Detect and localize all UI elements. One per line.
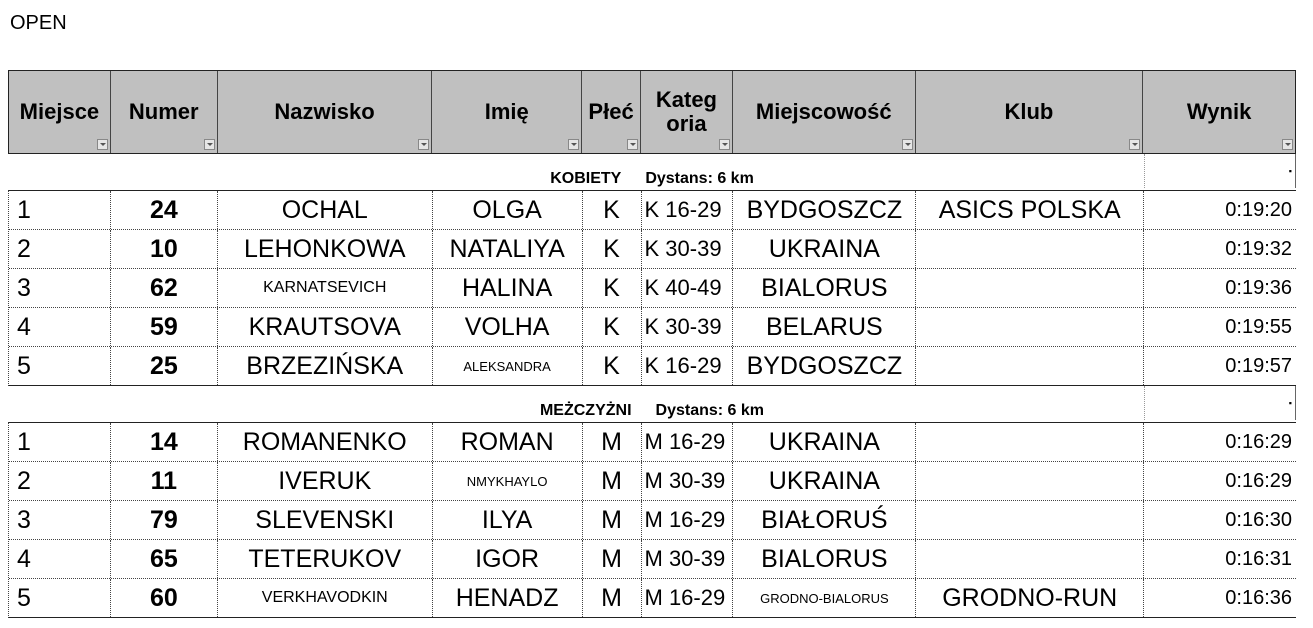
cell-imie[interactable]: HENADZ [433, 579, 583, 617]
cell-imie[interactable]: OLGA [433, 191, 583, 229]
cell-klub[interactable] [916, 462, 1144, 500]
filter-dropdown-icon[interactable] [719, 139, 730, 150]
cell-nazwisko[interactable]: OCHAL [218, 191, 433, 229]
cell-imie[interactable]: ROMAN [433, 423, 583, 461]
section-distance: Dystans: 6 km [645, 170, 754, 187]
table-row [9, 308, 1296, 347]
cell-numer[interactable]: 60 [111, 579, 218, 617]
cell-plec[interactable]: M [583, 540, 642, 578]
filter-dropdown-icon[interactable] [568, 139, 579, 150]
cell-plec[interactable]: M [583, 579, 642, 617]
cell-imie[interactable]: ILYA [433, 501, 583, 539]
cell-wynik[interactable]: 0:16:29 [1225, 430, 1293, 453]
cell-nazwisko[interactable]: TETERUKOV [218, 540, 433, 578]
cell-numer[interactable]: 62 [111, 269, 218, 307]
cell-imie[interactable]: ALEKSANDRA [433, 347, 583, 385]
cell-wynik[interactable]: 0:16:36 [1225, 586, 1293, 609]
cell-miejsce[interactable]: 5 [9, 347, 111, 385]
results-table [8, 70, 1296, 618]
cell-miejscowosc[interactable]: BYDGOSZCZ [733, 191, 916, 229]
column-divider [1295, 386, 1296, 420]
table-row [9, 230, 1296, 269]
cell-miejsce[interactable]: 5 [9, 579, 111, 617]
cell-imie[interactable]: NATALIYA [433, 230, 583, 268]
cell-nazwisko[interactable]: BRZEZIŃSKA [218, 347, 433, 385]
cell-miejscowosc[interactable]: GRODNO-BIALORUS [733, 579, 916, 617]
cell-imie[interactable]: IGOR [433, 540, 583, 578]
cell-miejscowosc[interactable]: BIALORUS [733, 269, 916, 307]
cell-kategoria[interactable]: K 16-29 [642, 191, 734, 229]
cell-kategoria[interactable]: M 16-29 [642, 423, 734, 461]
header-nazwisko-label: Nazwisko [274, 99, 375, 124]
cell-miejscowosc[interactable]: BELARUS [733, 308, 916, 346]
cell-plec[interactable]: M [583, 423, 642, 461]
cell-wynik[interactable]: 0:16:30 [1225, 508, 1293, 531]
cell-numer[interactable]: 14 [111, 423, 218, 461]
header-miejsce [9, 71, 111, 153]
cell-wynik[interactable]: 0:19:55 [1225, 315, 1293, 338]
column-divider [1144, 154, 1145, 188]
table-row [9, 501, 1296, 540]
cell-miejsce[interactable]: 3 [9, 269, 111, 307]
header-klub-label: Klub [1004, 99, 1054, 124]
cell-klub[interactable] [916, 347, 1144, 385]
cell-miejsce[interactable]: 4 [9, 540, 111, 578]
cell-miejscowosc[interactable]: UKRAINA [733, 423, 916, 461]
cell-plec[interactable]: M [583, 501, 642, 539]
header-plec-label: Płeć [588, 99, 634, 124]
header-kategoria-line1: Kateg [655, 87, 717, 112]
header-miejscowosc-label: Miejscowość [755, 99, 892, 124]
header-wynik [1143, 71, 1295, 153]
cell-miejscowosc[interactable]: UKRAINA [733, 462, 916, 500]
cell-wynik[interactable]: 0:19:57 [1225, 354, 1293, 377]
cell-klub[interactable] [916, 501, 1144, 539]
cell-miejscowosc[interactable]: BIALORUS [733, 540, 916, 578]
cell-miejsce[interactable]: 1 [9, 423, 111, 461]
filter-dropdown-icon[interactable] [902, 139, 913, 150]
table-row [9, 540, 1296, 579]
table-row [9, 423, 1296, 462]
cell-plec[interactable]: M [583, 462, 642, 500]
header-klub [916, 71, 1144, 153]
header-row [8, 70, 1296, 154]
table-row [9, 579, 1296, 617]
cell-numer[interactable]: 65 [111, 540, 218, 578]
cell-kategoria[interactable]: K 30-39 [642, 308, 734, 346]
cell-wynik[interactable]: 0:19:32 [1225, 237, 1293, 260]
section-heading [8, 386, 1296, 422]
cell-imie[interactable]: HALINA [433, 269, 583, 307]
cell-klub[interactable] [916, 230, 1144, 268]
header-miejscowosc [733, 71, 916, 153]
cell-miejsce[interactable]: 1 [9, 191, 111, 229]
cell-klub[interactable] [916, 540, 1144, 578]
filter-dropdown-icon[interactable] [418, 139, 429, 150]
cell-miejscowosc[interactable]: BYDGOSZCZ [733, 347, 916, 385]
cell-marker: ▪ [1288, 398, 1292, 408]
header-imie-label: Imię [484, 99, 529, 124]
results-group [8, 422, 1296, 618]
cell-numer[interactable]: 10 [111, 230, 218, 268]
filter-dropdown-icon[interactable] [97, 139, 108, 150]
cell-numer[interactable]: 59 [111, 308, 218, 346]
header-plec [582, 71, 641, 153]
cell-miejsce[interactable]: 4 [9, 308, 111, 346]
table-row [9, 347, 1296, 385]
cell-klub[interactable]: ASICS POLSKA [916, 191, 1144, 229]
cell-imie[interactable]: NMYKHAYLO [433, 462, 583, 500]
section-heading [8, 154, 1296, 190]
cell-klub[interactable] [916, 308, 1144, 346]
cell-numer[interactable]: 11 [111, 462, 218, 500]
cell-miejscowosc[interactable]: BIAŁORUŚ [733, 501, 916, 539]
cell-kategoria[interactable]: M 30-39 [642, 540, 734, 578]
cell-miejsce[interactable]: 3 [9, 501, 111, 539]
sections [8, 154, 1296, 618]
section-label: KOBIETY [550, 170, 622, 187]
cell-nazwisko[interactable]: LEHONKOWA [218, 230, 433, 268]
filter-dropdown-icon[interactable] [627, 139, 638, 150]
cell-nazwisko[interactable]: SLEVENSKI [218, 501, 433, 539]
header-kategoria [641, 71, 733, 153]
cell-klub[interactable]: GRODNO-RUN [916, 579, 1144, 617]
filter-dropdown-icon[interactable] [1129, 139, 1140, 150]
table-row [9, 191, 1296, 230]
cell-wynik[interactable]: 0:19:36 [1225, 276, 1293, 299]
cell-kategoria[interactable]: K 16-29 [642, 347, 734, 385]
section-distance: Dystans: 6 km [655, 402, 765, 419]
header-miejsce-label: Miejsce [19, 99, 100, 124]
sheet-title: OPEN [10, 12, 67, 34]
cell-plec[interactable]: K [583, 347, 642, 385]
results-group [8, 190, 1296, 386]
cell-plec[interactable]: K [583, 308, 642, 346]
cell-kategoria[interactable]: M 16-29 [642, 501, 734, 539]
cell-miejsce[interactable]: 2 [9, 230, 111, 268]
column-divider [1144, 386, 1145, 420]
cell-klub[interactable] [916, 423, 1144, 461]
cell-plec[interactable]: K [583, 269, 642, 307]
cell-kategoria[interactable]: K 30-39 [642, 230, 734, 268]
header-kategoria-line2: oria [666, 111, 707, 136]
cell-wynik[interactable]: 0:16:29 [1225, 469, 1293, 492]
header-numer-label: Numer [128, 99, 199, 124]
cell-nazwisko[interactable]: ROMANENKO [218, 423, 433, 461]
cell-kategoria[interactable]: M 30-39 [642, 462, 734, 500]
filter-dropdown-icon[interactable] [1282, 139, 1293, 150]
cell-nazwisko[interactable]: KRAUTSOVA [218, 308, 433, 346]
cell-numer[interactable]: 24 [111, 191, 218, 229]
table-row [9, 269, 1296, 308]
cell-miejsce[interactable]: 2 [9, 462, 111, 500]
cell-plec[interactable]: K [583, 230, 642, 268]
cell-nazwisko[interactable]: IVERUK [218, 462, 433, 500]
filter-dropdown-icon[interactable] [204, 139, 215, 150]
header-nazwisko [218, 71, 433, 153]
cell-miejscowosc[interactable]: UKRAINA [733, 230, 916, 268]
cell-plec[interactable]: K [583, 191, 642, 229]
cell-nazwisko[interactable]: KARNATSEVICH [218, 269, 433, 307]
header-imie [432, 71, 582, 153]
table-row [9, 462, 1296, 501]
cell-kategoria[interactable]: M 16-29 [642, 579, 734, 617]
cell-nazwisko[interactable]: VERKHAVODKIN [218, 579, 433, 617]
header-numer [111, 71, 218, 153]
cell-numer[interactable]: 79 [111, 501, 218, 539]
cell-marker: ▪ [1288, 166, 1292, 176]
header-wynik-label: Wynik [1186, 99, 1252, 124]
cell-wynik[interactable]: 0:19:20 [1225, 198, 1293, 221]
column-divider [1295, 154, 1296, 188]
cell-imie[interactable]: VOLHA [433, 308, 583, 346]
cell-kategoria[interactable]: K 40-49 [642, 269, 734, 307]
cell-numer[interactable]: 25 [111, 347, 218, 385]
section-label: MEŻCZYŻNI [539, 402, 632, 419]
cell-wynik[interactable]: 0:16:31 [1225, 547, 1293, 570]
cell-klub[interactable] [916, 269, 1144, 307]
